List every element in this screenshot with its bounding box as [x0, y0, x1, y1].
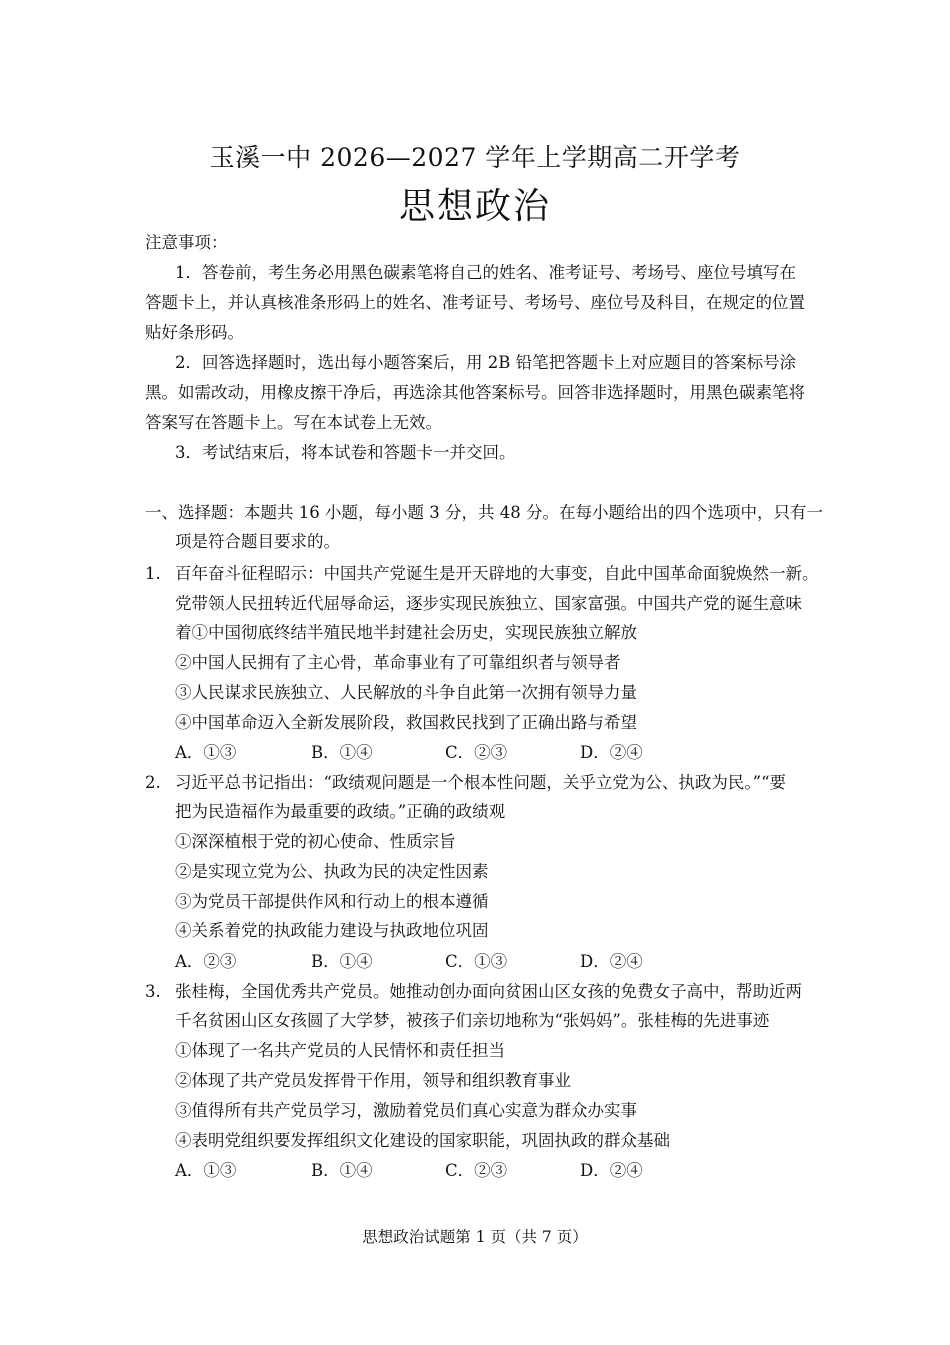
question-3-item-1: ①体现了一名共产党员的人民情怀和责任担当 [175, 1041, 505, 1060]
question-number-1: 1. [145, 564, 161, 583]
question-1-item-3: ③人民谋求民族独立、人民解放的斗争自此第一次拥有领导力量 [175, 683, 637, 702]
question-1-option-c: C．②③ [445, 743, 508, 762]
notice-item-1-line-1: 1．答卷前，考生务必用黑色碳素笔将自己的姓名、准考证号、考场号、座位号填写在 [175, 263, 796, 282]
question-1-option-a: A．①③ [175, 743, 237, 762]
question-1-stem-line-1: 百年奋斗征程昭示：中国共产党诞生是开天辟地的大事变，自此中国革命面貌焕然一新。 [175, 564, 819, 583]
question-1-item-4: ④中国革命迈入全新发展阶段，救国救民找到了正确出路与希望 [175, 713, 637, 732]
notice-heading: 注意事项： [145, 233, 228, 252]
question-2-option-a: A．②③ [175, 952, 237, 971]
question-2-item-4: ④关系着党的执政能力建设与执政地位巩固 [175, 921, 489, 940]
question-2-option-b: B．①④ [311, 952, 373, 971]
question-2-option-d: D．②④ [580, 952, 643, 971]
notice-item-3: 3．考试结束后，将本试卷和答题卡一并交回。 [175, 443, 516, 462]
question-3-option-c: C．②③ [445, 1161, 508, 1180]
question-2-item-3: ③为党员干部提供作风和行动上的根本遵循 [175, 892, 489, 911]
page-footer: 思想政治试题第 1 页（共 7 页） [362, 1228, 588, 1246]
question-number-2: 2. [145, 773, 161, 792]
question-3-option-d: D．②④ [580, 1161, 643, 1180]
question-3-option-a: A．①③ [175, 1161, 237, 1180]
question-1-item-2: ②中国人民拥有了主心骨，革命事业有了可靠组织者与领导者 [175, 653, 621, 672]
question-1-stem-line-3: 着①中国彻底终结半殖民地半封建社会历史，实现民族独立解放 [175, 623, 637, 642]
question-1-stem-line-2: 党带领人民扭转近代屈辱命运，逐步实现民族独立、国家富强。中国共产党的诞生意味 [175, 594, 802, 613]
question-2-item-2: ②是实现立党为公、执政为民的决定性因素 [175, 862, 489, 881]
question-3-item-2: ②体现了共产党员发挥骨干作用，领导和组织教育事业 [175, 1071, 571, 1090]
question-number-3: 3. [145, 982, 161, 1001]
question-2-item-1: ①深深植根于党的初心使命、性质宗旨 [175, 832, 456, 851]
question-2-option-c: C．①③ [445, 952, 508, 971]
question-1-option-b: B．①④ [311, 743, 373, 762]
notice-item-2-line-2: 黑。如需改动，用橡皮擦干净后，再选涂其他答案标号。回答非选择题时，用黑色碳素笔将 [145, 383, 805, 402]
exam-title: 玉溪一中 2026—2027 学年上学期高二开学考 [209, 143, 741, 172]
question-3-option-b: B．①④ [311, 1161, 373, 1180]
section-heading-line-2: 项是符合题目要求的。 [175, 532, 340, 551]
question-3-stem-line-1: 张桂梅，全国优秀共产党员。她推动创办面向贫困山区女孩的免费女子高中，帮助近两 [175, 982, 802, 1001]
section-heading-line-1: 一、选择题：本题共 16 小题，每小题 3 分，共 48 分。在每小题给出的四个选项中，只有一 [145, 503, 823, 522]
question-2-stem-line-1: 习近平总书记指出：“政绩观问题是一个根本性问题，关乎立党为公、执政为民。”“要 [175, 773, 787, 792]
question-3-stem-line-2: 千名贫困山区女孩圆了大学梦，被孩子们亲切地称为“张妈妈”。张桂梅的先进事迹 [175, 1011, 770, 1030]
notice-item-2-line-3: 答案写在答题卡上。写在本试卷上无效。 [145, 413, 442, 432]
notice-item-2-line-1: 2．回答选择题时，选出每小题答案后，用 2B 铅笔把答题卡上对应题目的答案标号涂 [175, 353, 797, 372]
notice-item-1-line-2: 答题卡上，并认真核准条形码上的姓名、准考证号、考场号、座位号及科目，在规定的位置 [145, 293, 805, 312]
question-3-item-4: ④表明党组织要发挥组织文化建设的国家职能，巩固执政的群众基础 [175, 1131, 670, 1150]
question-3-item-3: ③值得所有共产党员学习，激励着党员们真心实意为群众办实事 [175, 1101, 637, 1120]
question-1-option-d: D．②④ [580, 743, 643, 762]
notice-item-1-line-3: 贴好条形码。 [145, 323, 244, 342]
subject-title: 思想政治 [398, 186, 551, 227]
question-2-stem-line-2: 把为民造福作为最重要的政绩。”正确的政绩观 [175, 802, 506, 821]
